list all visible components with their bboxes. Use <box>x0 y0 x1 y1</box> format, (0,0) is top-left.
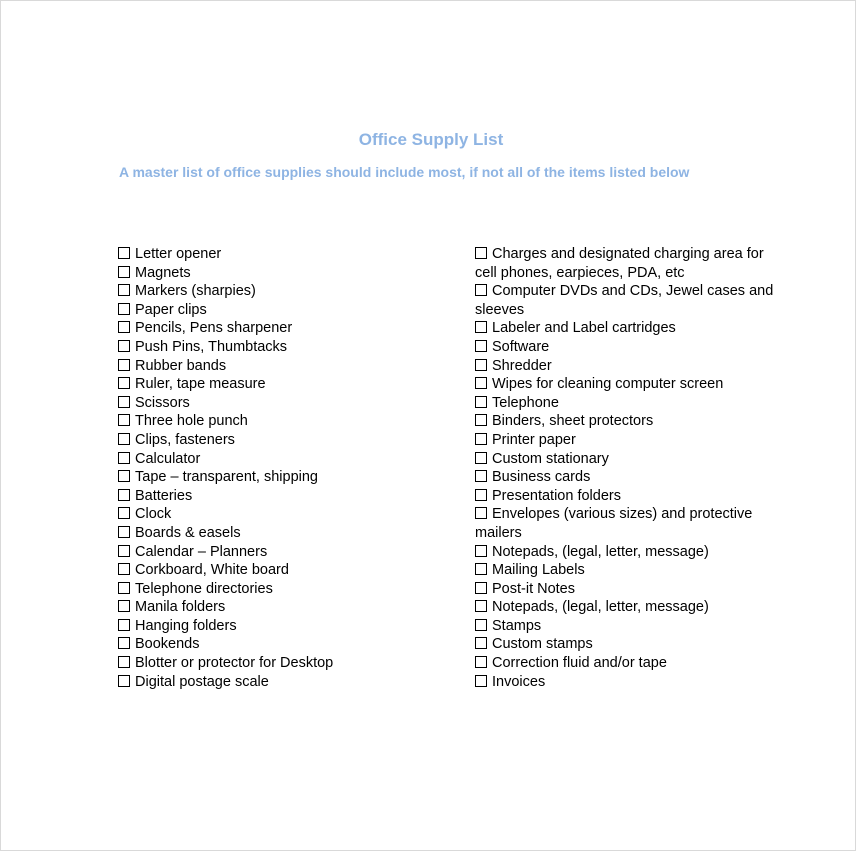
checkbox[interactable] <box>118 377 130 389</box>
checklist-item <box>118 505 438 524</box>
checklist-item <box>118 487 438 506</box>
checklist-item <box>118 561 438 580</box>
checklist-item <box>475 654 775 673</box>
checklist-item <box>118 338 438 357</box>
checklist-item-label: Custom stationary <box>492 450 609 467</box>
checklist-item <box>118 412 438 431</box>
checklist-item-label: Ruler, tape measure <box>135 376 266 393</box>
checkbox[interactable] <box>118 266 130 278</box>
checkbox[interactable] <box>118 340 130 352</box>
checkbox[interactable] <box>475 507 487 519</box>
checkbox[interactable] <box>118 637 130 649</box>
checklist-item-label: Software <box>492 338 550 355</box>
checklist-item-label: Corkboard, White board <box>135 562 289 579</box>
checklist-item <box>475 412 775 431</box>
checklist-item-label: Markers (sharpies) <box>135 283 256 300</box>
checkbox[interactable] <box>118 321 130 333</box>
checkbox[interactable] <box>118 470 130 482</box>
checkbox[interactable] <box>118 247 130 259</box>
checklist-right-column <box>475 245 775 691</box>
checklist-item-label: Charges and designated charging area for cell phones, earpieces, PDA, etc <box>475 246 764 281</box>
checkbox[interactable] <box>475 396 487 408</box>
checklist-item-label: Boards & easels <box>135 524 241 541</box>
checklist-item <box>118 635 438 654</box>
checklist-item <box>118 543 438 562</box>
checkbox[interactable] <box>118 359 130 371</box>
checklist-item-label: Hanging folders <box>135 617 237 634</box>
checkbox[interactable] <box>475 600 487 612</box>
checklist-item <box>475 543 775 562</box>
checkbox[interactable] <box>118 526 130 538</box>
checkbox[interactable] <box>475 675 487 687</box>
checklist-item-label: Bookends <box>135 636 200 653</box>
checklist-item <box>118 598 438 617</box>
checklist-item <box>475 505 775 542</box>
checkbox[interactable] <box>475 414 487 426</box>
checklist-item-label: Presentation folders <box>492 487 621 504</box>
checkbox[interactable] <box>475 563 487 575</box>
checklist-item <box>118 468 438 487</box>
checklist-item-label: Post-it Notes <box>492 580 575 597</box>
checkbox[interactable] <box>475 582 487 594</box>
checklist-item <box>475 468 775 487</box>
checklist-item-label: Calendar – Planners <box>135 543 268 560</box>
checklist-item-label: Digital postage scale <box>135 673 269 690</box>
checkbox[interactable] <box>475 545 487 557</box>
checklist-item-label: Stamps <box>492 617 542 634</box>
checklist-item-label: Blotter or protector for Desktop <box>135 655 334 672</box>
checklist-item <box>475 375 775 394</box>
checklist-item <box>118 301 438 320</box>
checklist-item <box>118 673 438 692</box>
checkbox[interactable] <box>475 637 487 649</box>
checkbox[interactable] <box>475 340 487 352</box>
checklist-item-label: Calculator <box>135 450 201 467</box>
document-subtitle: A master list of office supplies should include most, if not all of the items listed below <box>119 164 690 180</box>
checklist-item-label: Correction fluid and/or tape <box>492 655 667 672</box>
checklist-item-label: Paper clips <box>135 301 207 318</box>
checklist-item-label: Clips, fasteners <box>135 431 235 448</box>
checkbox[interactable] <box>475 489 487 501</box>
checklist-item <box>475 431 775 450</box>
checklist-left-column <box>118 245 438 691</box>
checklist-item <box>475 673 775 692</box>
checklist-item <box>475 282 775 319</box>
checklist-item-label: Business cards <box>492 469 591 486</box>
checklist-item <box>475 394 775 413</box>
checkbox[interactable] <box>118 545 130 557</box>
checklist-item <box>118 357 438 376</box>
checklist-item <box>118 319 438 338</box>
checklist-item-label: Invoices <box>492 673 546 690</box>
checklist-item <box>118 245 438 264</box>
checkbox[interactable] <box>475 452 487 464</box>
checklist-item <box>118 282 438 301</box>
checklist-item-label: Custom stamps <box>492 636 593 653</box>
checklist-item <box>475 450 775 469</box>
checklist-item-label: Magnets <box>135 264 191 281</box>
checkbox[interactable] <box>118 600 130 612</box>
document-title: Office Supply List <box>358 130 504 149</box>
checklist-item-label: Shredder <box>492 357 552 374</box>
checklist-item <box>475 357 775 376</box>
checkbox[interactable] <box>118 396 130 408</box>
checklist-item-label: Batteries <box>135 487 193 504</box>
checklist-item <box>475 598 775 617</box>
checklist-item-label: Wipes for cleaning computer screen <box>492 376 724 393</box>
checkbox[interactable] <box>118 452 130 464</box>
checklist-item <box>118 394 438 413</box>
checklist-item-label: Letter opener <box>135 246 222 262</box>
checklist-item-label: Pencils, Pens sharpener <box>135 320 293 337</box>
checkbox[interactable] <box>118 489 130 501</box>
checklist-item-label: Rubber bands <box>135 357 227 374</box>
checkbox[interactable] <box>118 284 130 296</box>
checklist-item <box>475 487 775 506</box>
checklist-item-label: Notepads, (legal, letter, message) <box>492 599 709 616</box>
checkbox[interactable] <box>118 414 130 426</box>
checkbox[interactable] <box>475 284 487 296</box>
checklist-item <box>475 635 775 654</box>
checkbox[interactable] <box>118 563 130 575</box>
checklist-item <box>118 654 438 673</box>
checklist-item-label: Computer DVDs and CDs, Jewel cases and sleeves <box>475 283 774 318</box>
checklist-item <box>475 580 775 599</box>
checklist-item-label: Tape – transparent, shipping <box>135 469 318 486</box>
checklist-item-label: Printer paper <box>492 431 576 448</box>
checkbox[interactable] <box>475 619 487 631</box>
checklist-item-label: Three hole punch <box>135 413 248 430</box>
checklist-item-label: Push Pins, Thumbtacks <box>135 338 288 355</box>
checklist-item <box>118 617 438 636</box>
checkbox[interactable] <box>118 675 130 687</box>
checklist-item <box>118 580 438 599</box>
checklist-item <box>475 319 775 338</box>
checkbox[interactable] <box>118 303 130 315</box>
checklist-item-label: Binders, sheet protectors <box>492 413 654 430</box>
checkbox[interactable] <box>475 321 487 333</box>
checkbox[interactable] <box>118 656 130 668</box>
checklist-item <box>118 375 438 394</box>
checklist-item <box>475 561 775 580</box>
checkbox[interactable] <box>475 470 487 482</box>
checklist-item <box>118 431 438 450</box>
checklist-item <box>118 264 438 283</box>
checkbox[interactable] <box>475 247 487 259</box>
checkbox[interactable] <box>475 359 487 371</box>
checklist-item <box>118 450 438 469</box>
checkbox[interactable] <box>118 582 130 594</box>
checklist-item-label: Telephone directories <box>135 580 273 597</box>
checklist-item-label: Manila folders <box>135 599 226 616</box>
checklist-item-label: Labeler and Label cartridges <box>492 320 676 337</box>
checklist-item-label: Mailing Labels <box>492 562 585 579</box>
checkbox[interactable] <box>118 507 130 519</box>
checkbox[interactable] <box>475 433 487 445</box>
checklist-item-label: Clock <box>135 506 172 523</box>
checklist-item-label: Telephone <box>492 394 559 411</box>
checklist-item <box>118 524 438 543</box>
checkbox[interactable] <box>475 377 487 389</box>
checklist-item <box>475 338 775 357</box>
checkbox[interactable] <box>475 656 487 668</box>
checklist-item-label: Scissors <box>135 394 190 411</box>
checklist-item-label: Notepads, (legal, letter, message) <box>492 543 709 560</box>
checkbox[interactable] <box>118 619 130 631</box>
checklist-item <box>475 245 775 282</box>
checkbox[interactable] <box>118 433 130 445</box>
checklist-item <box>475 617 775 636</box>
checklist-item-label: Envelopes (various sizes) and protective mailers <box>475 506 753 541</box>
